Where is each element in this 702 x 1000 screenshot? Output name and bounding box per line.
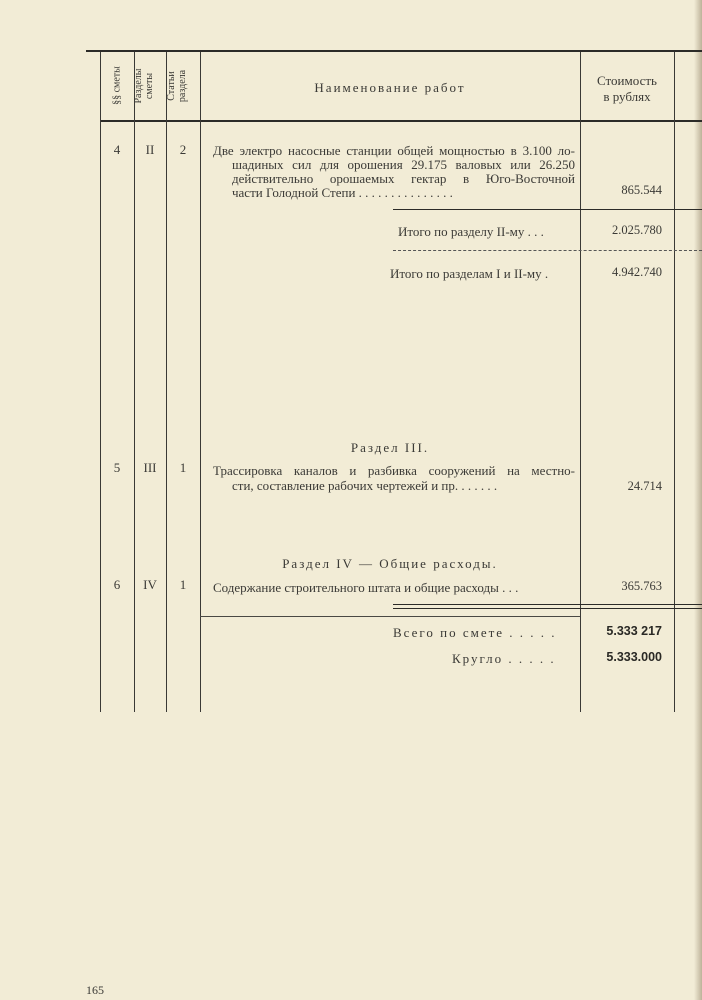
grand-total-cost: 5.333 217 xyxy=(606,624,662,638)
row2-article-number: 1 xyxy=(179,460,187,475)
row2-cost: 24.714 xyxy=(627,479,662,493)
row3-cost: 365.763 xyxy=(621,579,662,593)
page-edge-shadow xyxy=(694,0,702,1000)
total-section-ii-label: Итого по разделу II-му . . . xyxy=(398,224,544,239)
page-number: 165 xyxy=(86,983,104,997)
row3-section-number: IV xyxy=(143,577,157,592)
row1-section-number: II xyxy=(145,142,155,157)
row3-description-line1: Содержание строительного штата и общие расходы . . . xyxy=(213,580,519,595)
column-divider-4 xyxy=(200,52,201,712)
header-work-name: Наименование работ xyxy=(314,80,466,95)
row1-description-line2: шадиных сил для орошения 29.175 валовых или 26.250 xyxy=(232,157,575,172)
row1-description-line4: части Голодной Степи . . . . . . . . . . . . . . . xyxy=(232,185,453,200)
row3-paragraph-number: 6 xyxy=(113,577,121,592)
column-divider-6 xyxy=(674,52,675,712)
header-articles-text: Статьи раздела xyxy=(166,69,188,103)
row1-article-number: 2 xyxy=(179,142,187,157)
header-paragraphs: §§ сметы xyxy=(111,66,123,105)
header-sections xyxy=(133,51,155,121)
total-sections-i-ii-label: Итого по разделам I и II-му . xyxy=(390,266,549,281)
column-divider-5 xyxy=(580,52,581,712)
grand-total-rule-left xyxy=(200,616,580,617)
row2-description-line2: сти, составление рабочих чертежей и пр. . . . . . . xyxy=(232,478,498,493)
subtotal-rule-top xyxy=(393,209,702,210)
row2-paragraph-number: 5 xyxy=(113,460,121,475)
row1-description-line1: Две электро насосные станции общей мощностью в 3.100 ло- xyxy=(213,143,575,158)
subtotal-rule-dashed xyxy=(393,250,702,251)
header-bottom-rule xyxy=(100,120,702,122)
header-sections-text: Разделы сметы xyxy=(133,68,155,104)
rounded-label: Кругло . . . . . xyxy=(452,651,556,666)
total-sections-i-ii-cost: 4.942.740 xyxy=(612,265,662,279)
row1-description-line3: действительно орошаемых гектар в Юго-Восточной xyxy=(232,171,575,186)
grand-total-rule-1 xyxy=(393,604,702,605)
row1-paragraph-number: 4 xyxy=(113,142,121,157)
header-cost-line2: в рублях xyxy=(603,89,651,104)
header-cost-line1: Стоимость xyxy=(597,73,657,88)
row2-description-line1: Трассировка каналов и разбивка сооружений на местно- xyxy=(213,463,575,478)
rounded-cost: 5.333.000 xyxy=(606,650,662,664)
total-section-ii-cost: 2.025.780 xyxy=(612,223,662,237)
row1-cost: 865.544 xyxy=(621,183,662,197)
grand-total-label: Всего по смете . . . . . xyxy=(393,625,557,640)
header-articles xyxy=(166,51,188,121)
row2-section-number: III xyxy=(143,460,157,475)
grand-total-rule-2 xyxy=(393,608,702,609)
section-iv-title: Раздел IV — Общие расходы. xyxy=(282,556,498,571)
row3-article-number: 1 xyxy=(179,577,187,592)
section-iii-title: Раздел III. xyxy=(350,440,430,455)
